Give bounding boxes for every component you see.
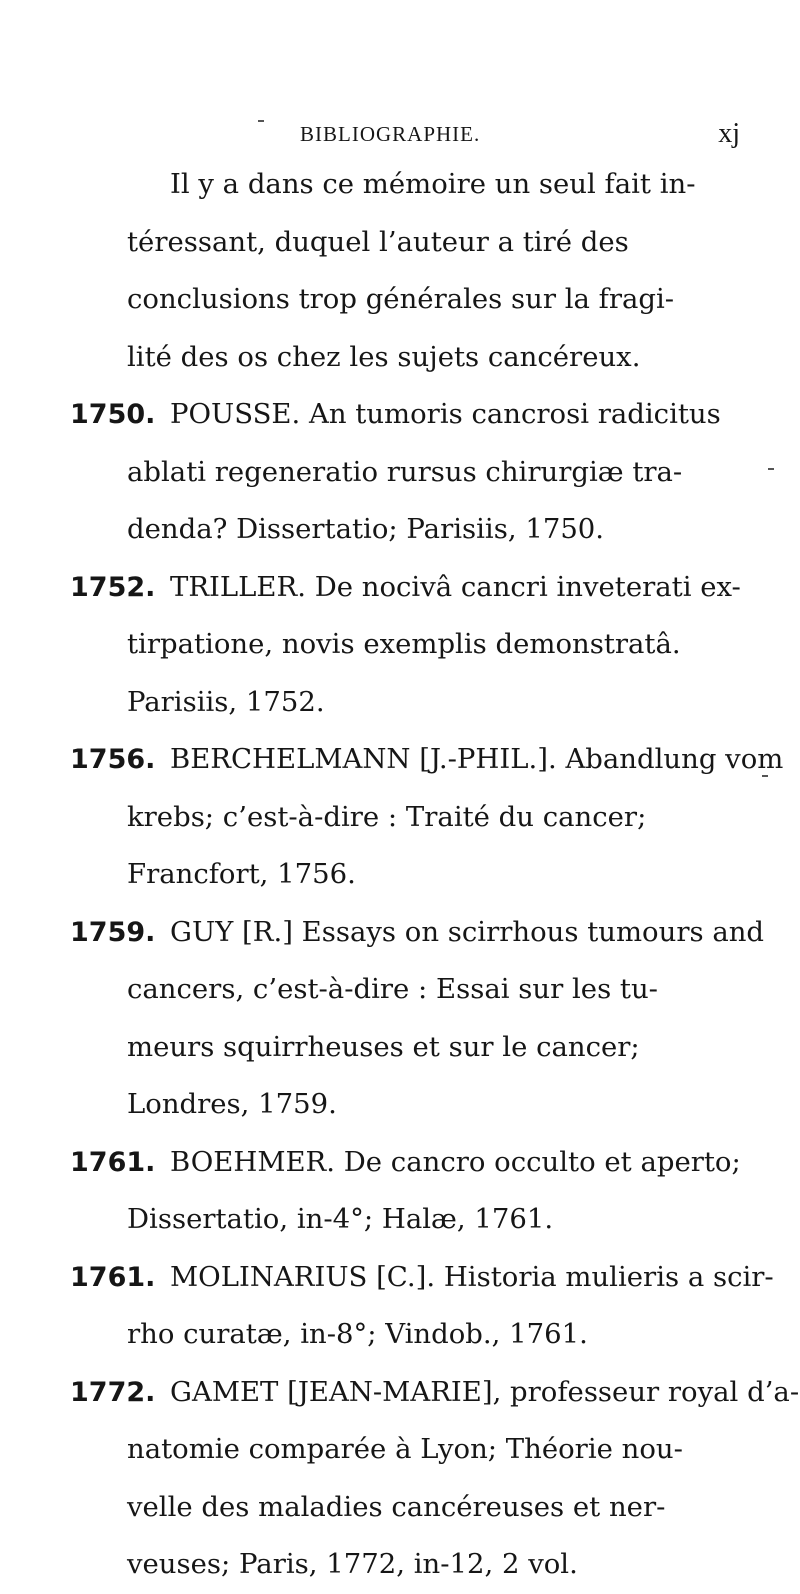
ink-speck: [768, 468, 774, 470]
entry-line: Parisiis, 1752.: [127, 685, 325, 718]
entry-year: 1750.: [70, 399, 156, 430]
bibliography-entry: [70, 904, 765, 1134]
entry-line: velle des maladies cancéreuses et ner-: [127, 1490, 666, 1523]
intro-line: conclusions trop générales sur la fragi-: [127, 283, 675, 315]
entry-line: veuses; Paris, 1772, in-12, 2 vol.: [127, 1548, 578, 1580]
entry-line: krebs; c’est-à-dire : Traité du cancer;: [127, 800, 647, 833]
entry-year: 1761.: [70, 1261, 156, 1293]
bibliography-entry: [70, 1249, 774, 1364]
entry-line: cancers, c’est-à-dire : Essai sur les tu-: [127, 973, 658, 1005]
entry-line: denda? Dissertatio; Parisiis, 1750.: [127, 513, 605, 545]
page-header: [300, 118, 760, 158]
intro-paragraph: [70, 156, 740, 386]
entry-year: 1752.: [70, 571, 156, 603]
bibliography-entry: [70, 386, 740, 559]
entry-year: 1772.: [70, 1376, 156, 1408]
entry-line: GUY [R.] Essays on scirrhous tumours and: [170, 915, 765, 948]
entry-line: GAMET [JEAN-MARIE], professeur royal d’a-: [170, 1375, 800, 1408]
intro-line: Il y a dans ce mémoire un seul fait in-: [170, 168, 696, 200]
entry-line: BERCHELMANN [J.-PHIL.]. Abandlung vom: [170, 743, 784, 775]
bibliography-entry: [70, 1364, 800, 1594]
entry-line: natomie comparée à Lyon; Théorie nou-: [127, 1433, 683, 1465]
entry-year: 1756.: [70, 744, 156, 775]
entry-line: Francfort, 1756.: [127, 858, 356, 890]
bibliography-entry: [70, 559, 740, 732]
intro-line: lité des os chez les sujets cancéreux.: [127, 340, 641, 373]
page-body: [70, 156, 800, 1594]
entry-line: TRILLER. De nocivâ cancri inveterati ex-: [170, 570, 741, 603]
intro-line: téressant, duquel l’auteur a tiré des: [127, 225, 629, 258]
entry-line: Dissertatio, in-4°; Halæ, 1761.: [127, 1203, 554, 1235]
ink-speck: [258, 120, 264, 122]
entry-line: BOEHMER. De cancro occulto et aperto;: [170, 1145, 741, 1178]
entry-line: ablati regeneratio rursus chirurgiæ tra-: [127, 455, 683, 488]
bibliography-entry: [70, 731, 784, 904]
entry-year: 1761.: [70, 1146, 156, 1178]
entry-line: meurs squirrheuses et sur le cancer;: [127, 1030, 640, 1063]
running-title: BIBLIOGRAPHIE.: [300, 122, 481, 146]
entry-line: POUSSE. An tumoris cancrosi radicitus: [170, 398, 721, 430]
entry-year: 1759.: [70, 916, 156, 948]
entry-line: MOLINARIUS [C.]. Historia mulieris a scir-: [170, 1260, 774, 1293]
entry-line: rho curatæ, in-8°; Vindob., 1761.: [127, 1318, 588, 1350]
bibliography-entry: [70, 1134, 740, 1249]
ink-speck: [762, 775, 768, 777]
page-number: xj: [718, 118, 740, 149]
entry-line: Londres, 1759.: [127, 1088, 337, 1120]
entry-line: tirpatione, novis exemplis demonstratâ.: [127, 628, 681, 660]
